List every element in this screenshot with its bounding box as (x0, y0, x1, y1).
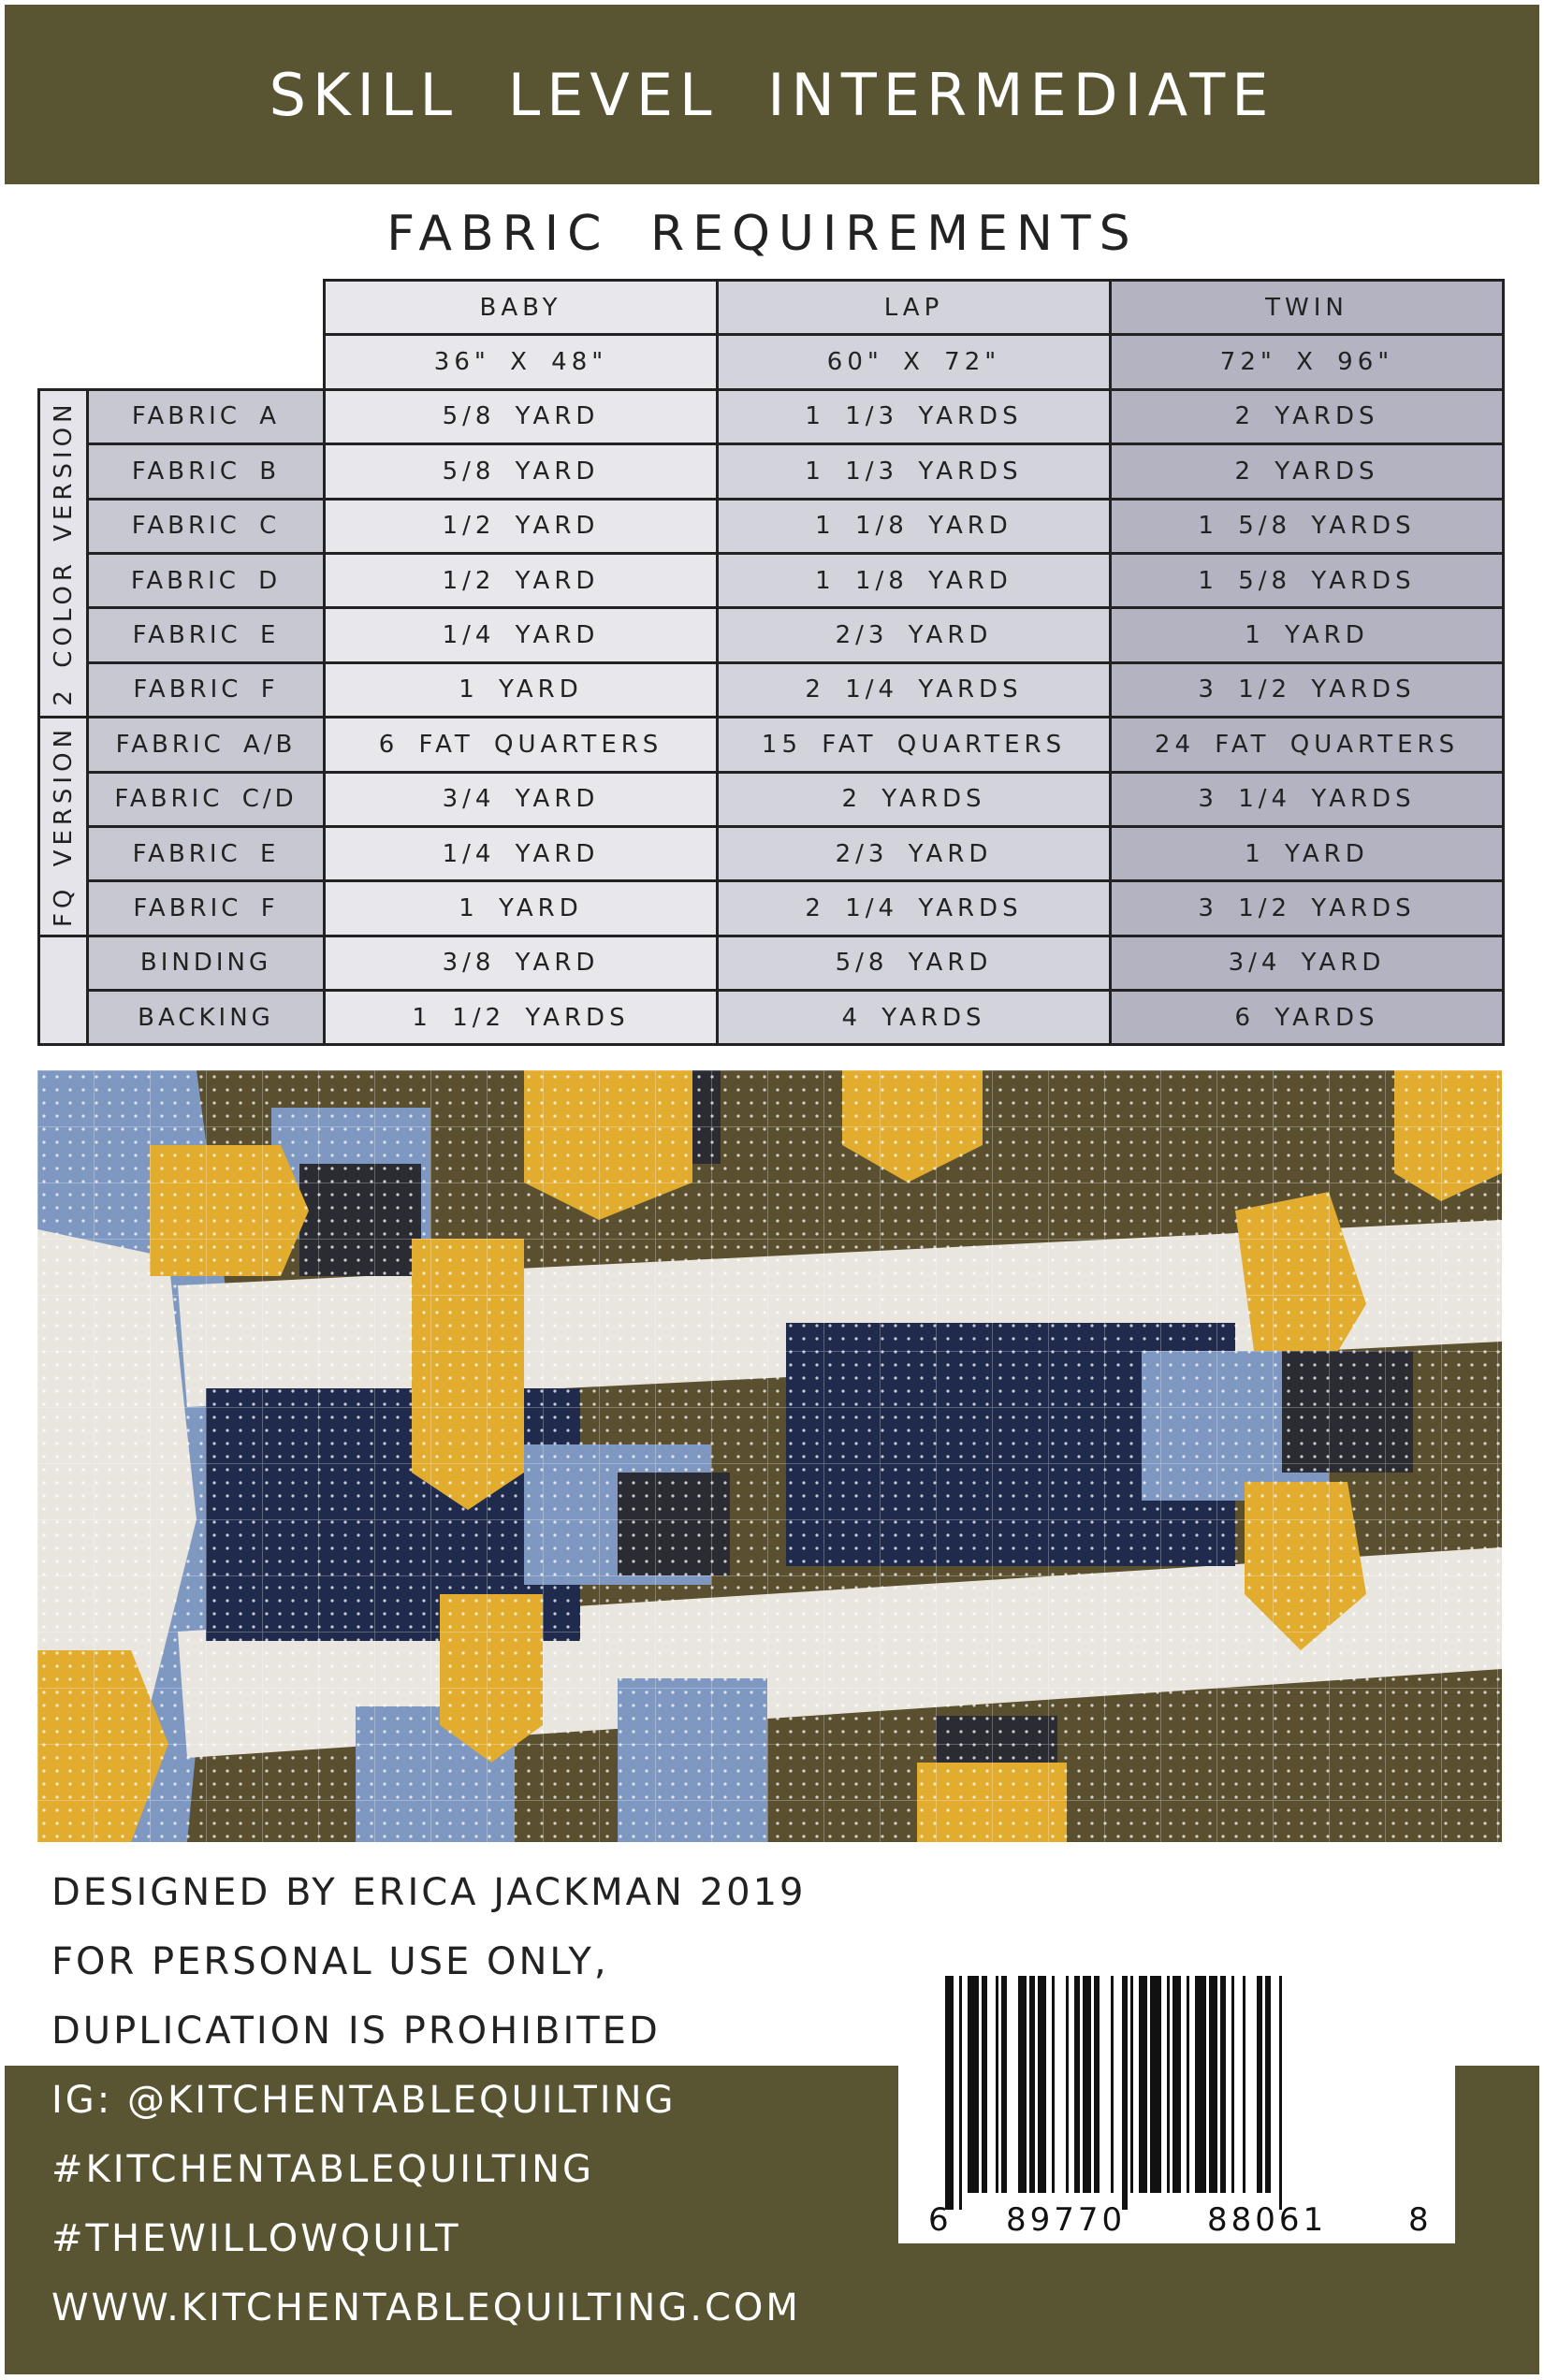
row-label: BACKING (88, 991, 325, 1045)
barcode (898, 1963, 1455, 2243)
barcode-bar (1029, 1976, 1035, 2193)
barcode-bar (1195, 1976, 1206, 2193)
cell-baby: 1/2 YARD (325, 499, 718, 553)
table-row (39, 389, 1504, 443)
cell-lap: 2/3 YARD (718, 608, 1111, 662)
barcode-bar (1265, 1976, 1271, 2193)
barcode-bar (982, 1976, 987, 2193)
quilt-illustration (37, 1070, 1502, 1842)
row-label: FABRIC C (88, 499, 325, 553)
row-label: FABRIC A (88, 389, 325, 443)
cell-lap: 1 1/8 YARD (718, 499, 1111, 553)
cell-lap: 2 1/4 YARDS (718, 881, 1111, 936)
barcode-bar (1150, 1976, 1161, 2193)
cell-lap: 2/3 YARD (718, 826, 1111, 880)
barcode-bar (1130, 1976, 1133, 2193)
group-fq-text: FQ VERSION (49, 725, 78, 928)
cell-lap: 1 1/3 YARDS (718, 444, 1111, 499)
cell-twin: 1 YARD (1111, 608, 1504, 662)
cell-lap: 1 1/8 YARD (718, 553, 1111, 607)
row-label: FABRIC E (88, 826, 325, 880)
table-row (39, 444, 1504, 499)
barcode-bar (1173, 1976, 1181, 2193)
col-size-twin: 72" X 96" (1111, 335, 1504, 389)
cell-lap: 2 YARDS (718, 772, 1111, 826)
cell-baby: 1 1/2 YARDS (325, 991, 718, 1045)
barcode-left-group: 89770 (1006, 2201, 1127, 2239)
barcode-bar (1074, 1976, 1080, 2193)
group-label-two-color (39, 389, 88, 717)
col-header-baby: BABY (325, 281, 718, 335)
cell-baby: 1/4 YARD (325, 608, 718, 662)
empty-corner (39, 281, 325, 335)
cell-twin: 2 YARDS (1111, 444, 1504, 499)
barcode-number (898, 2201, 1455, 2239)
col-header-lap: LAP (718, 281, 1111, 335)
hashtag-kitchentablequilting[interactable]: #KITCHENTABLEQUILTING (51, 2148, 595, 2191)
designer-credit: DESIGNED BY ERICA JACKMAN 2019 (51, 1871, 807, 1914)
empty-corner (39, 335, 325, 389)
group-two-color-text: 2 COLOR VERSION (49, 399, 78, 707)
cell-twin: 2 YARDS (1111, 389, 1504, 443)
cell-twin: 1 5/8 YARDS (1111, 553, 1504, 607)
cell-baby: 3/8 YARD (325, 936, 718, 990)
cell-twin: 3/4 YARD (1111, 936, 1504, 990)
cell-baby: 3/4 YARD (325, 772, 718, 826)
col-size-baby: 36" X 48" (325, 335, 718, 389)
personal-use-notice: FOR PERSONAL USE ONLY, (51, 1940, 609, 1983)
barcode-bar (1220, 1976, 1226, 2193)
cell-baby: 1/2 YARD (325, 553, 718, 607)
cell-lap: 5/8 YARD (718, 936, 1111, 990)
table-row (39, 881, 1504, 936)
table-row (39, 991, 1504, 1045)
row-label: FABRIC F (88, 662, 325, 717)
table-row (39, 553, 1504, 607)
row-label: FABRIC C/D (88, 772, 325, 826)
cell-baby: 1/4 YARD (325, 826, 718, 880)
cell-lap: 15 FAT QUARTERS (718, 718, 1111, 772)
cell-baby: 6 FAT QUARTERS (325, 718, 718, 772)
cell-twin: 1 5/8 YARDS (1111, 499, 1504, 553)
barcode-bar (1018, 1976, 1027, 2193)
col-header-twin: TWIN (1111, 281, 1504, 335)
column-name-row (39, 281, 1504, 335)
quilt-photo (37, 1070, 1502, 1842)
barcode-lead-digit: 6 (928, 2201, 949, 2239)
skill-level-banner (5, 5, 1539, 184)
hashtag-thewillowquilt[interactable]: #THEWILLOWQUILT (51, 2217, 461, 2260)
cell-baby: 5/8 YARD (325, 389, 718, 443)
barcode-bar (945, 1976, 954, 2210)
row-label: FABRIC A/B (88, 718, 325, 772)
barcode-bar (1122, 1976, 1128, 2210)
barcode-right-group: 88061 (1207, 2201, 1328, 2239)
table-row (39, 718, 1504, 772)
table-row (39, 499, 1504, 553)
website-link[interactable]: WWW.KITCHENTABLEQUILTING.COM (51, 2286, 801, 2329)
cell-lap: 4 YARDS (718, 991, 1111, 1045)
col-size-lap: 60" X 72" (718, 335, 1111, 389)
barcode-bar (1279, 1976, 1282, 2210)
barcode-bar (968, 1976, 979, 2193)
barcode-bar (1111, 1976, 1114, 2193)
barcode-bar (1001, 1976, 1007, 2193)
row-label: BINDING (88, 936, 325, 990)
barcode-bar (1139, 1976, 1147, 2193)
cell-twin: 3 1/2 YARDS (1111, 881, 1504, 936)
cell-twin: 1 YARD (1111, 826, 1504, 880)
row-label: FABRIC F (88, 881, 325, 936)
fabric-requirements-table (37, 279, 1505, 1046)
group-label-finishing (39, 936, 88, 1045)
barcode-bar (1038, 1976, 1046, 2193)
table-row (39, 662, 1504, 717)
duplication-notice: DUPLICATION IS PROHIBITED (51, 2010, 661, 2053)
fabric-requirements-title: FABRIC REQUIREMENTS (386, 206, 1139, 262)
cell-twin: 3 1/2 YARDS (1111, 662, 1504, 717)
cell-baby: 1 YARD (325, 662, 718, 717)
table-row (39, 772, 1504, 826)
barcode-bar (1167, 1976, 1170, 2193)
table-row (39, 936, 1504, 990)
barcode-bars (898, 1976, 1455, 2210)
barcode-bar (1083, 1976, 1091, 2193)
barcode-bar (1066, 1976, 1069, 2193)
row-label: FABRIC B (88, 444, 325, 499)
barcode-bar (1187, 1976, 1189, 2193)
cell-twin: 6 YARDS (1111, 991, 1504, 1045)
cell-lap: 1 1/3 YARDS (718, 389, 1111, 443)
table-row (39, 826, 1504, 880)
column-size-row (39, 335, 1504, 389)
barcode-bar (1243, 1976, 1245, 2193)
barcode-bar (996, 1976, 998, 2193)
barcode-bar (1257, 1976, 1262, 2193)
barcode-bar (1094, 1976, 1100, 2193)
cell-twin: 3 1/4 YARDS (1111, 772, 1504, 826)
instagram-handle[interactable]: IG: @KITCHENTABLEQUILTING (51, 2079, 677, 2122)
table-row (39, 608, 1504, 662)
cell-baby: 1 YARD (325, 881, 718, 936)
cell-lap: 2 1/4 YARDS (718, 662, 1111, 717)
barcode-bar (959, 1976, 962, 2210)
barcode-bar (1209, 1976, 1217, 2193)
cell-twin: 24 FAT QUARTERS (1111, 718, 1504, 772)
skill-level-text: SKILL LEVEL INTERMEDIATE (269, 60, 1275, 129)
cell-baby: 5/8 YARD (325, 444, 718, 499)
row-label: FABRIC E (88, 608, 325, 662)
barcode-check-digit: 8 (1408, 2201, 1429, 2239)
barcode-bar (1231, 1976, 1234, 2193)
barcode-bar (1052, 1976, 1055, 2193)
group-label-fq (39, 718, 88, 936)
row-label: FABRIC D (88, 553, 325, 607)
